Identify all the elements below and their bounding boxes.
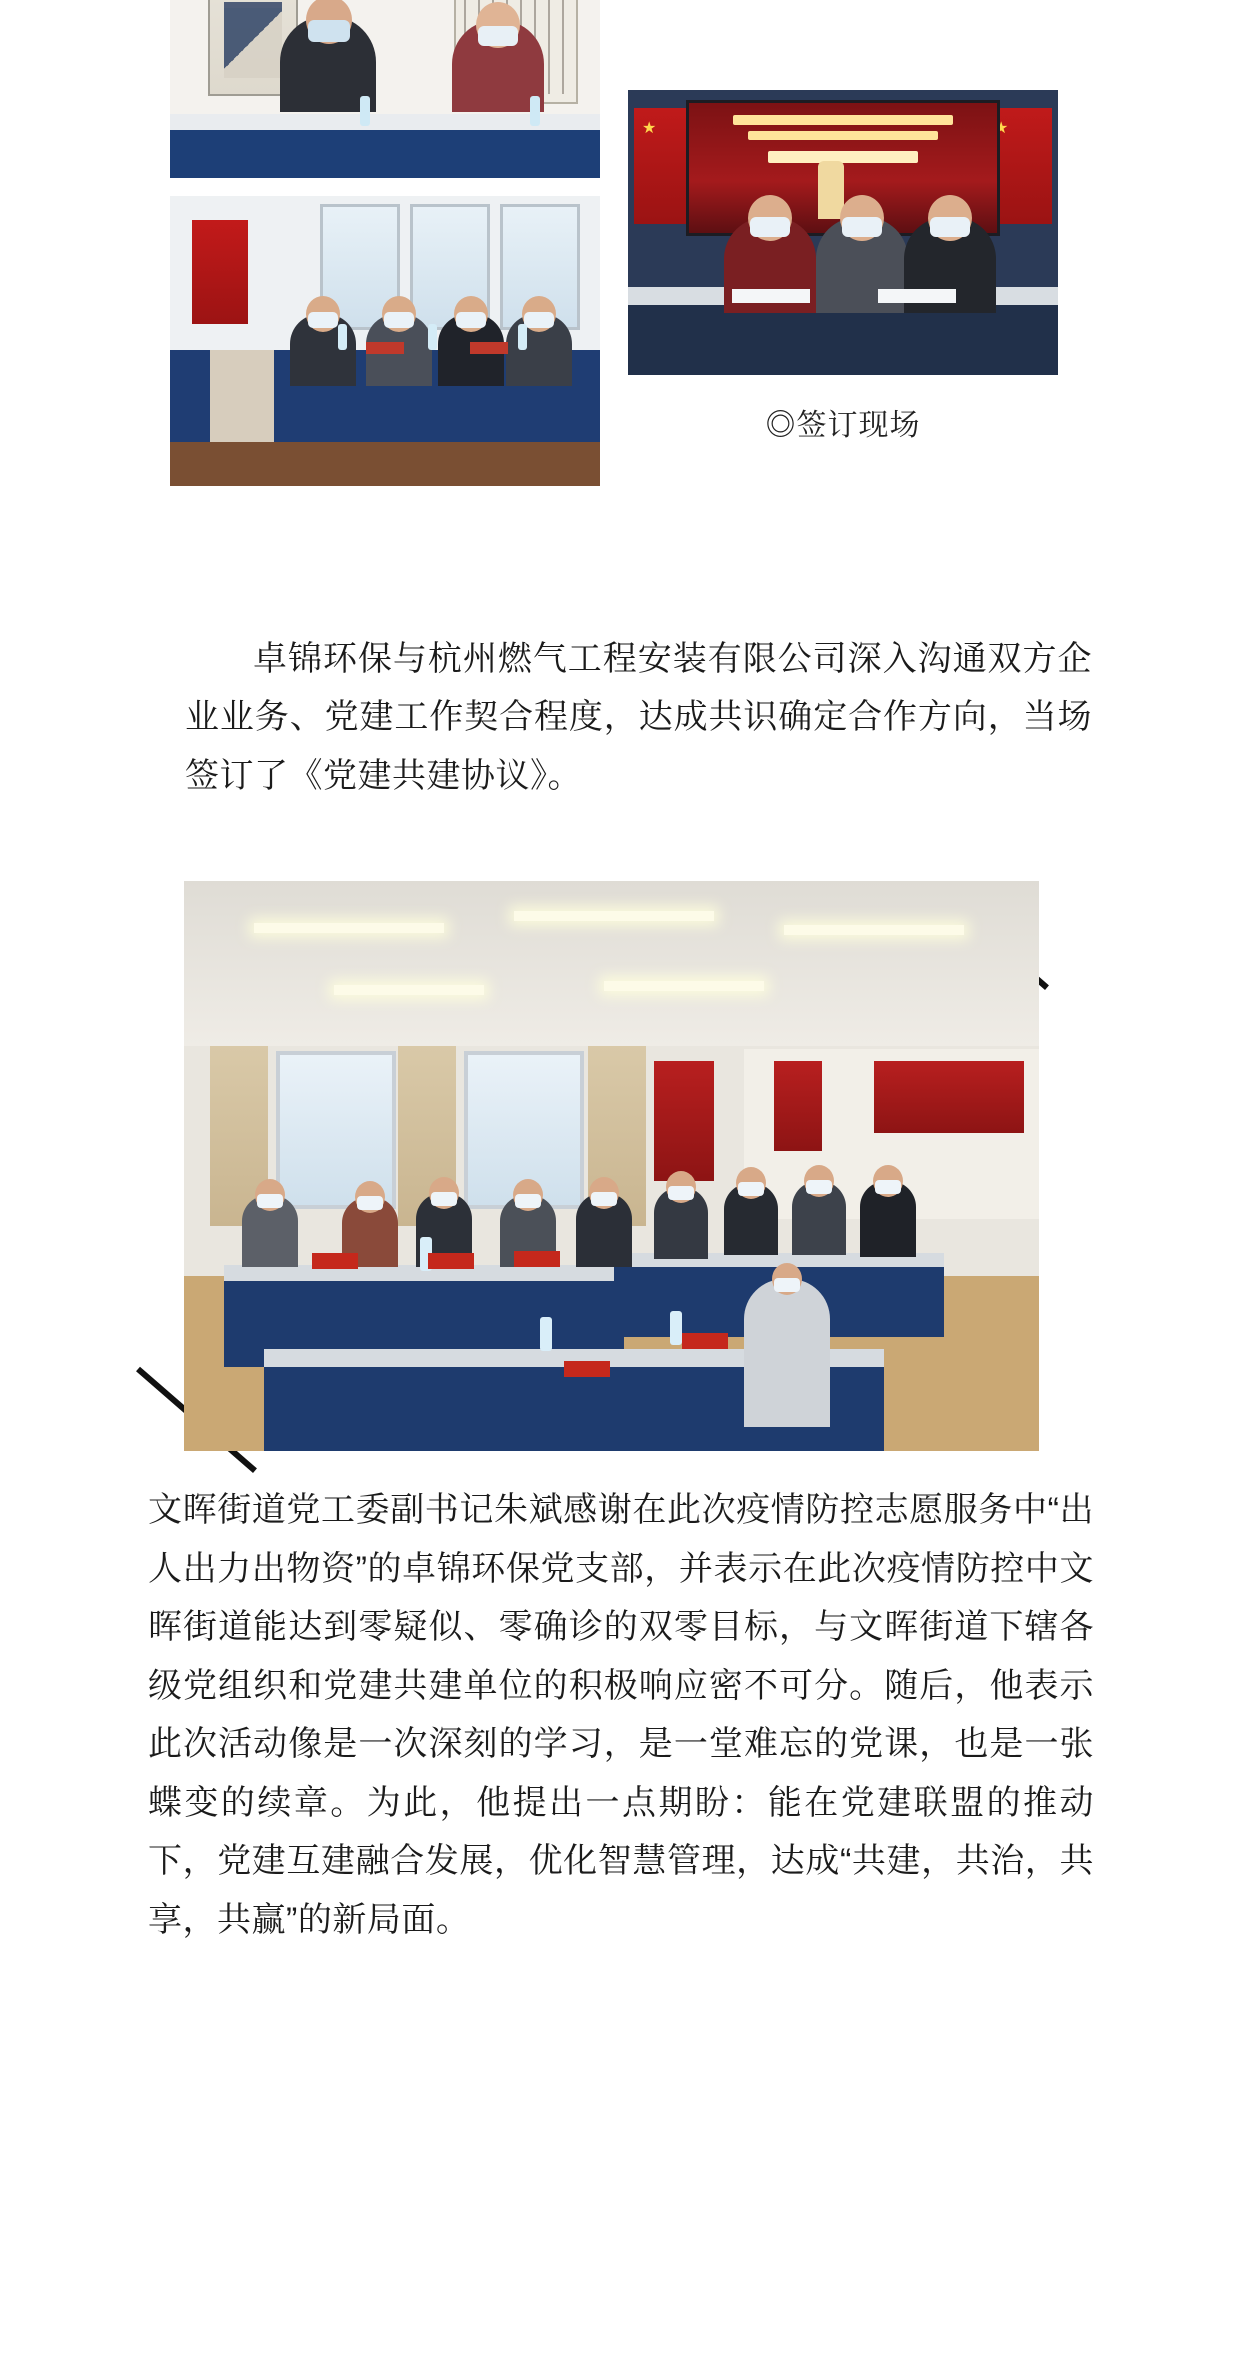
- wall-banner: [774, 1061, 822, 1151]
- name-card: [312, 1253, 358, 1269]
- attendee-foreground: [744, 1279, 830, 1427]
- photo-wide-conference-room: [184, 881, 1039, 1451]
- water-bottle: [540, 1317, 552, 1351]
- water-bottle: [530, 96, 540, 126]
- water-bottle: [518, 324, 527, 350]
- screen-title-line-2: [748, 131, 938, 140]
- paragraph-street-secretary-remarks: 文晖街道党工委副书记朱斌感谢在此次疫情防控志愿服务中“出人出力出物资”的卓锦环保党支部，并表示在此次疫情防控中文晖街道能达到零疑似、零确诊的双零目标，与文晖街道下辖各级党组织和党建共建单位的积极响应密不可分。随后，他表示此次活动像是一次深刻的学习，是一堂难忘的党课，也是一张蝶变的续章。为此，他提出一点期盼：能在党建联盟的推动下，党建互建融合发展，优化智慧管理，达成“共建，共治，共享，共赢”的新局面。: [148, 1491, 1094, 1939]
- ceiling: [184, 881, 1039, 1046]
- screen-title-line-1: [733, 115, 953, 125]
- name-card: [564, 1361, 610, 1377]
- chinese-flag: [192, 220, 248, 324]
- name-card: [428, 1253, 474, 1269]
- party-emblem-panel: [654, 1061, 714, 1181]
- podium: [210, 350, 274, 442]
- photo-attendees-row-content: [170, 196, 600, 486]
- name-card: [470, 342, 508, 354]
- attendee: [576, 1193, 632, 1267]
- attendee: [860, 1181, 916, 1257]
- photo-meeting-head-table: [170, 0, 600, 178]
- paragraph-agreement-signing: 卓锦环保与杭州燃气工程安装有限公司深入沟通双方企业业务、党建工作契合程度，达成共识确定合作方向，当场签订了《党建共建协议》。: [185, 640, 1092, 795]
- photo-signing-ceremony-content: [628, 90, 1058, 375]
- wall-slogan-banner: [874, 1061, 1024, 1133]
- attendee: [654, 1187, 708, 1259]
- water-bottle: [338, 324, 347, 350]
- name-card: [682, 1333, 728, 1349]
- attendee: [724, 1183, 778, 1255]
- name-card: [514, 1251, 560, 1267]
- screen-statue-graphic: [818, 161, 844, 219]
- screen-title-line-3: [768, 151, 918, 163]
- wide-photo-section: [0, 841, 1242, 1441]
- ceiling-light: [514, 911, 714, 921]
- water-bottle: [428, 324, 437, 350]
- ceiling-light: [254, 923, 444, 933]
- attendee: [506, 314, 572, 386]
- agreement-document-left: [732, 289, 810, 303]
- ceiling-light: [784, 925, 964, 935]
- ceiling-light: [334, 985, 484, 995]
- photo-attendees-row: [170, 196, 600, 486]
- water-bottle: [670, 1311, 682, 1345]
- water-bottle: [360, 96, 370, 126]
- photo-collage: [0, 0, 1242, 600]
- signing-photo-caption: ◎签订现场: [765, 409, 921, 442]
- name-card: [366, 342, 404, 354]
- attendee: [792, 1181, 846, 1255]
- ceiling-light: [604, 981, 764, 991]
- photo-signing-ceremony: [628, 90, 1058, 375]
- photo-meeting-head-table-content: [170, 0, 600, 178]
- attendee: [242, 1195, 298, 1267]
- agreement-document-right: [878, 289, 956, 303]
